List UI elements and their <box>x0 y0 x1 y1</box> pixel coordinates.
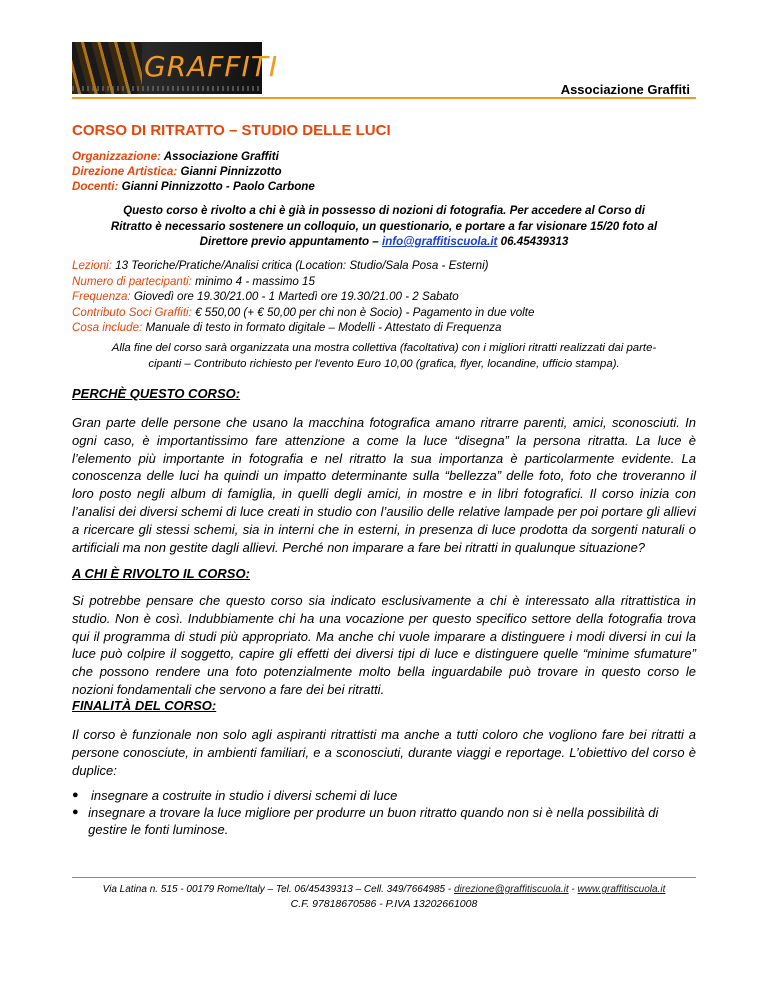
header-divider <box>72 97 696 99</box>
footer-divider <box>72 877 696 878</box>
intro-line: Ritratto è necessario sostenere un colloquio, un questionario, e portare a far visionare 15/20 foto al <box>110 219 658 233</box>
list-item: ● insegnare a trovare la luce migliore per produrre un buon ritratto quando non si è nella possibilità di gestire le fonti luminose. <box>72 805 659 837</box>
info-value: Gianni Pinnizzotto - Paolo Carbone <box>118 180 315 193</box>
info-direzione <box>72 164 282 179</box>
list-item: ● insegnare a costruite in studio i diversi schemi di luce <box>72 788 398 803</box>
detail-row: Lezioni: 13 Teoriche/Pratiche/Analisi critica (Location: Studio/Sala Posa - Esterni) <box>72 259 489 272</box>
section-heading-perche: PERCHÈ QUESTO CORSO: <box>72 386 241 401</box>
bullet-icon: ● <box>72 789 79 801</box>
association-name: Associazione Graffiti <box>560 82 690 97</box>
section-heading-a-chi: A CHI È RIVOLTO IL CORSO: <box>72 566 250 581</box>
info-label: Docenti: <box>72 180 119 193</box>
info-label: Organizzazione: <box>72 150 161 163</box>
intro-line: Direttore previo appuntamento – info@graffitiscuola.it 06.45439313 <box>199 235 569 248</box>
section-text-finalita: Il corso è funzionale non solo agli aspiranti ritrattisti ma anche a tutti coloro che vogliono fare bei ritratti a persone conosciute, in ambienti familiari, e a sconosciuti, durante viaggi e reportage. L’obiettivo del corso è duplice: <box>72 727 696 778</box>
intro-line: Questo corso è rivolto a chi è già in possesso di nozioni di fotografia. Per accedere al Corso di <box>123 204 645 217</box>
section-text-perche: Gran parte delle persone che usano la macchina fotografica amano ritrarre parenti, amici, sconosciuti. In ogni caso, è importantissimo fare attenzione a come la luce “disegna” la persona ritratta. La luce è l’elemento più importante in fotografia e nel ritratto la sua importanza è particolarmente evidente. La conoscenza delle luci ha quindi un impatto determinante sulla “bellezza” delle foto, foto che troveranno il loro posto negli album di famiglia, in quelli degli amici, in mostre e in libri fotografici. Il corso inizia con l’analisi dei diversi schemi di luce creati in studio con l’ausilio delle relative lampade per poi portare gli allievi a ricercare gli stessi schemi, sia in interni che in esterni, in presenza di luce prodotta da sorgenti naturali o artificiali ma non gestite dagli allievi. Perché non imparare a fare bei ritratti in qualunque situazione? <box>72 415 696 555</box>
page-title: CORSO DI RITRATTO – STUDIO DELLE LUCI <box>72 122 391 139</box>
intro-paragraph <box>72 203 696 250</box>
bullet-icon: ● <box>72 806 79 818</box>
info-organizzazione <box>72 149 279 164</box>
info-value: Associazione Graffiti <box>160 150 279 163</box>
detail-row: Contributo Soci Graffiti: € 550,00 (+ € 50,00 per chi non è Socio) - Pagamento in due volte <box>72 305 535 319</box>
footer-email-link[interactable]: direzione@graffitiscuola.it <box>454 884 569 895</box>
logo-text: GRAFFITI <box>144 50 279 83</box>
info-value: Gianni Pinnizzotto <box>177 165 282 178</box>
detail-row: Frequenza: Giovedì ore 19.30/21.00 - 1 Martedì ore 19.30/21.00 - 2 Sabato <box>72 290 459 304</box>
objectives-list <box>72 787 696 838</box>
graffiti-logo <box>72 42 279 94</box>
course-details <box>72 258 534 336</box>
footer-contacts: Via Latina n. 515 - 00179 Rome/Italy – Tel. 06/45439313 – Cell. 349/7664985 - direzione@graffitiscuola.it - www.graffitiscuola.it <box>102 884 666 895</box>
logo-film-perforation <box>72 86 262 91</box>
detail-row: Cosa include: Manuale di testo in formato digitale – Modelli - Attestato di Frequenza <box>72 321 502 335</box>
footer-tax-ids: C.F. 97818670586 - P.IVA 13202661008 <box>290 898 478 910</box>
footer-website-link[interactable]: www.graffitiscuola.it <box>577 884 666 895</box>
info-label: Direzione Artistica: <box>72 165 178 178</box>
detail-row: Numero di partecipanti: minimo 4 - massimo 15 <box>72 274 315 288</box>
info-email-link[interactable]: info@graffitiscuola.it <box>381 235 498 248</box>
section-text-a-chi: Si potrebbe pensare che questo corso sia indicato esclusivamente a chi è interessato alla ritrattistica in studio. Non è così. Indubbiamente chi ha una vocazione per questo specifico settore della fotografia trova qui il programma di studi più appropriato. Ma anche chi vuole imparare a distinguere i modi diversi in cui la luce può colpire il soggetto, capire gli effetti dei diversi tipi di luce e distinguere quelle “minime sfumature” che possono rendere una foto potenzialmente molto bella inguardabile può trovare in questo corso le nozioni fondamentali che servono a fare dei bei ritratti. <box>72 593 696 697</box>
exhibition-note: Alla fine del corso sarà organizzata una mostra collettiva (facoltativa) con i migliori ritratti realizzati dai parte- cipanti – Contributo richiesto per l'evento Euro 10,00 (grafica, flyer, locandine, ufficio stampa). <box>111 342 657 370</box>
section-heading-finalita: FINALITÀ DEL CORSO: <box>72 698 217 713</box>
info-docenti <box>72 179 315 194</box>
